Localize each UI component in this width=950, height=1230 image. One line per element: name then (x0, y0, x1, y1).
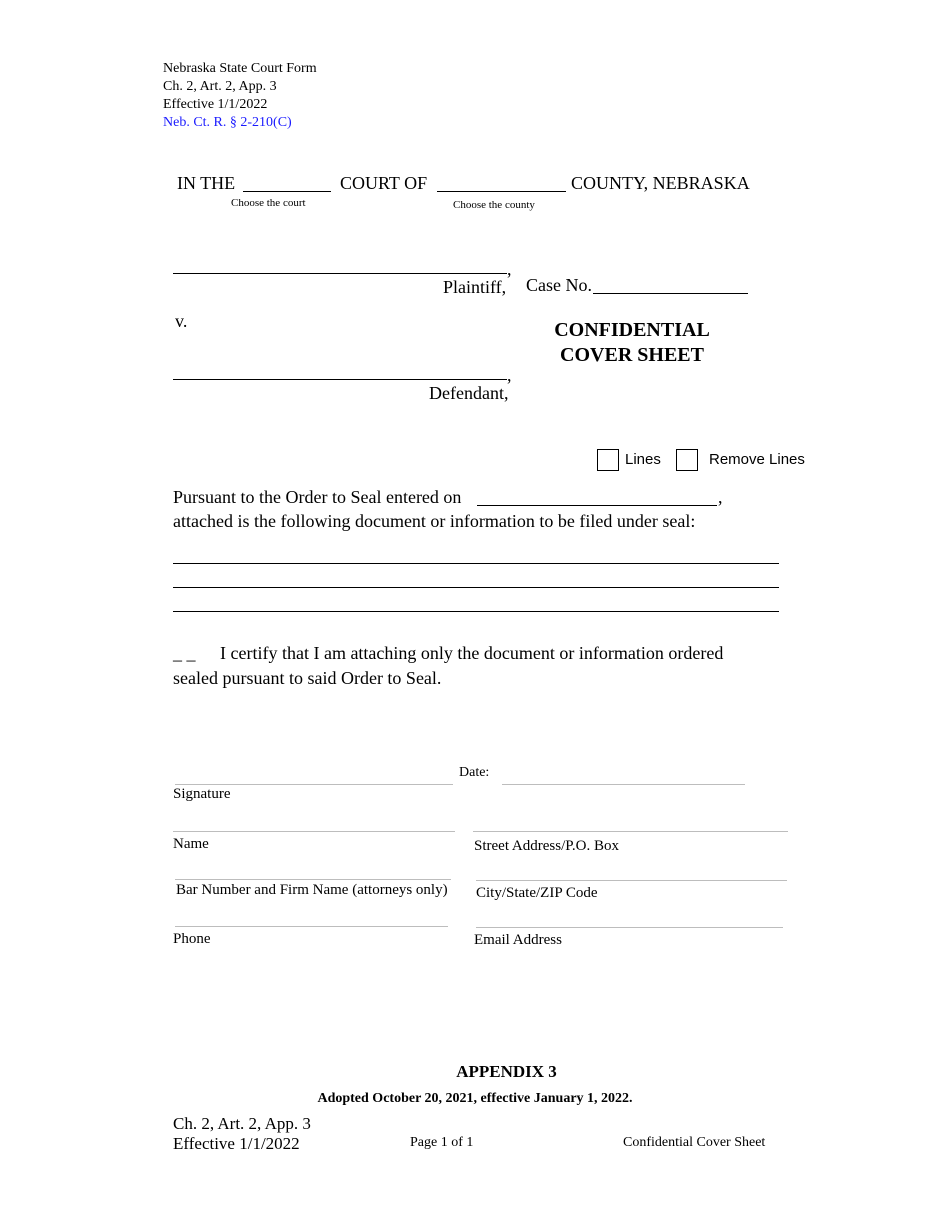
court-field[interactable] (243, 191, 331, 192)
signature-label: Signature (173, 786, 231, 802)
certify-text-line-2: sealed pursuant to said Order to Seal. (173, 668, 442, 688)
order-date-field[interactable] (477, 505, 717, 506)
name-label: Name (173, 836, 209, 852)
footer-effective: Effective 1/1/2022 (173, 1134, 300, 1153)
date-field[interactable] (502, 784, 745, 785)
street-address-label: Street Address/P.O. Box (474, 838, 620, 854)
rule-link[interactable]: Neb. Ct. R. § 2-210(C) (163, 115, 292, 130)
phone-label: Phone (173, 931, 211, 947)
defendant-name-field[interactable] (173, 379, 507, 380)
street-address-field[interactable] (473, 831, 788, 832)
phone-field[interactable] (175, 926, 448, 927)
plaintiff-label: Plaintiff, (443, 277, 507, 297)
case-no-field[interactable] (593, 293, 748, 294)
defendant-label: Defendant, (429, 383, 509, 403)
footer-page-number: Page 1 of 1 (410, 1135, 474, 1150)
appendix-heading: APPENDIX 3 (456, 1062, 557, 1081)
name-field[interactable] (173, 831, 455, 832)
form-header-chapter: Ch. 2, Art. 2, App. 3 (163, 79, 277, 94)
lines-checkbox[interactable] (597, 449, 619, 471)
pursuant-comma: , (718, 487, 723, 507)
footer-chapter: Ch. 2, Art. 2, App. 3 (173, 1114, 311, 1133)
remove-lines-checkbox-label: Remove Lines (709, 451, 805, 468)
document-description-line-1[interactable] (173, 563, 779, 564)
bar-number-field[interactable] (175, 879, 451, 880)
in-the-label: IN THE (177, 173, 236, 193)
document-description-line-3[interactable] (173, 611, 779, 612)
email-label: Email Address (474, 932, 562, 948)
city-state-zip-label: City/State/ZIP Code (476, 885, 598, 901)
choose-court-hint: Choose the court (231, 197, 306, 209)
bar-number-label: Bar Number and Firm Name (attorneys only) (176, 882, 448, 898)
remove-lines-checkbox[interactable] (676, 449, 698, 471)
date-label: Date: (459, 765, 490, 780)
certify-text-line-1: I certify that I am attaching only the document or information ordered (220, 643, 724, 663)
plaintiff-name-field[interactable] (173, 273, 507, 274)
footer-form-name: Confidential Cover Sheet (623, 1135, 766, 1150)
court-of-label: COURT OF (340, 173, 428, 193)
city-state-zip-field[interactable] (476, 880, 787, 881)
certify-checkbox-blank[interactable]: _ _ (173, 643, 196, 663)
case-no-label: Case No. (526, 275, 592, 295)
email-field[interactable] (476, 927, 783, 928)
defendant-comma: , (507, 365, 512, 385)
lines-checkbox-label: Lines (625, 451, 661, 468)
versus-label: v. (175, 311, 188, 331)
form-header-title: Nebraska State Court Form (163, 61, 317, 76)
county-field[interactable] (437, 191, 566, 192)
document-title (532, 318, 732, 368)
signature-field[interactable] (175, 784, 453, 785)
form-header-effective: Effective 1/1/2022 (163, 97, 268, 112)
pursuant-text-line-1: Pursuant to the Order to Seal entered on (173, 487, 462, 507)
title-line-1: CONFIDENTIAL (554, 319, 710, 341)
document-description-line-2[interactable] (173, 587, 779, 588)
title-line-2: COVER SHEET (560, 344, 704, 366)
choose-county-hint: Choose the county (453, 199, 535, 211)
adopted-note: Adopted October 20, 2021, effective January 1, 2022. (317, 1091, 633, 1106)
pursuant-text-line-2: attached is the following document or information to be filed under seal: (173, 511, 696, 531)
county-nebraska-label: COUNTY, NEBRASKA (571, 173, 750, 193)
plaintiff-comma: , (507, 259, 512, 279)
